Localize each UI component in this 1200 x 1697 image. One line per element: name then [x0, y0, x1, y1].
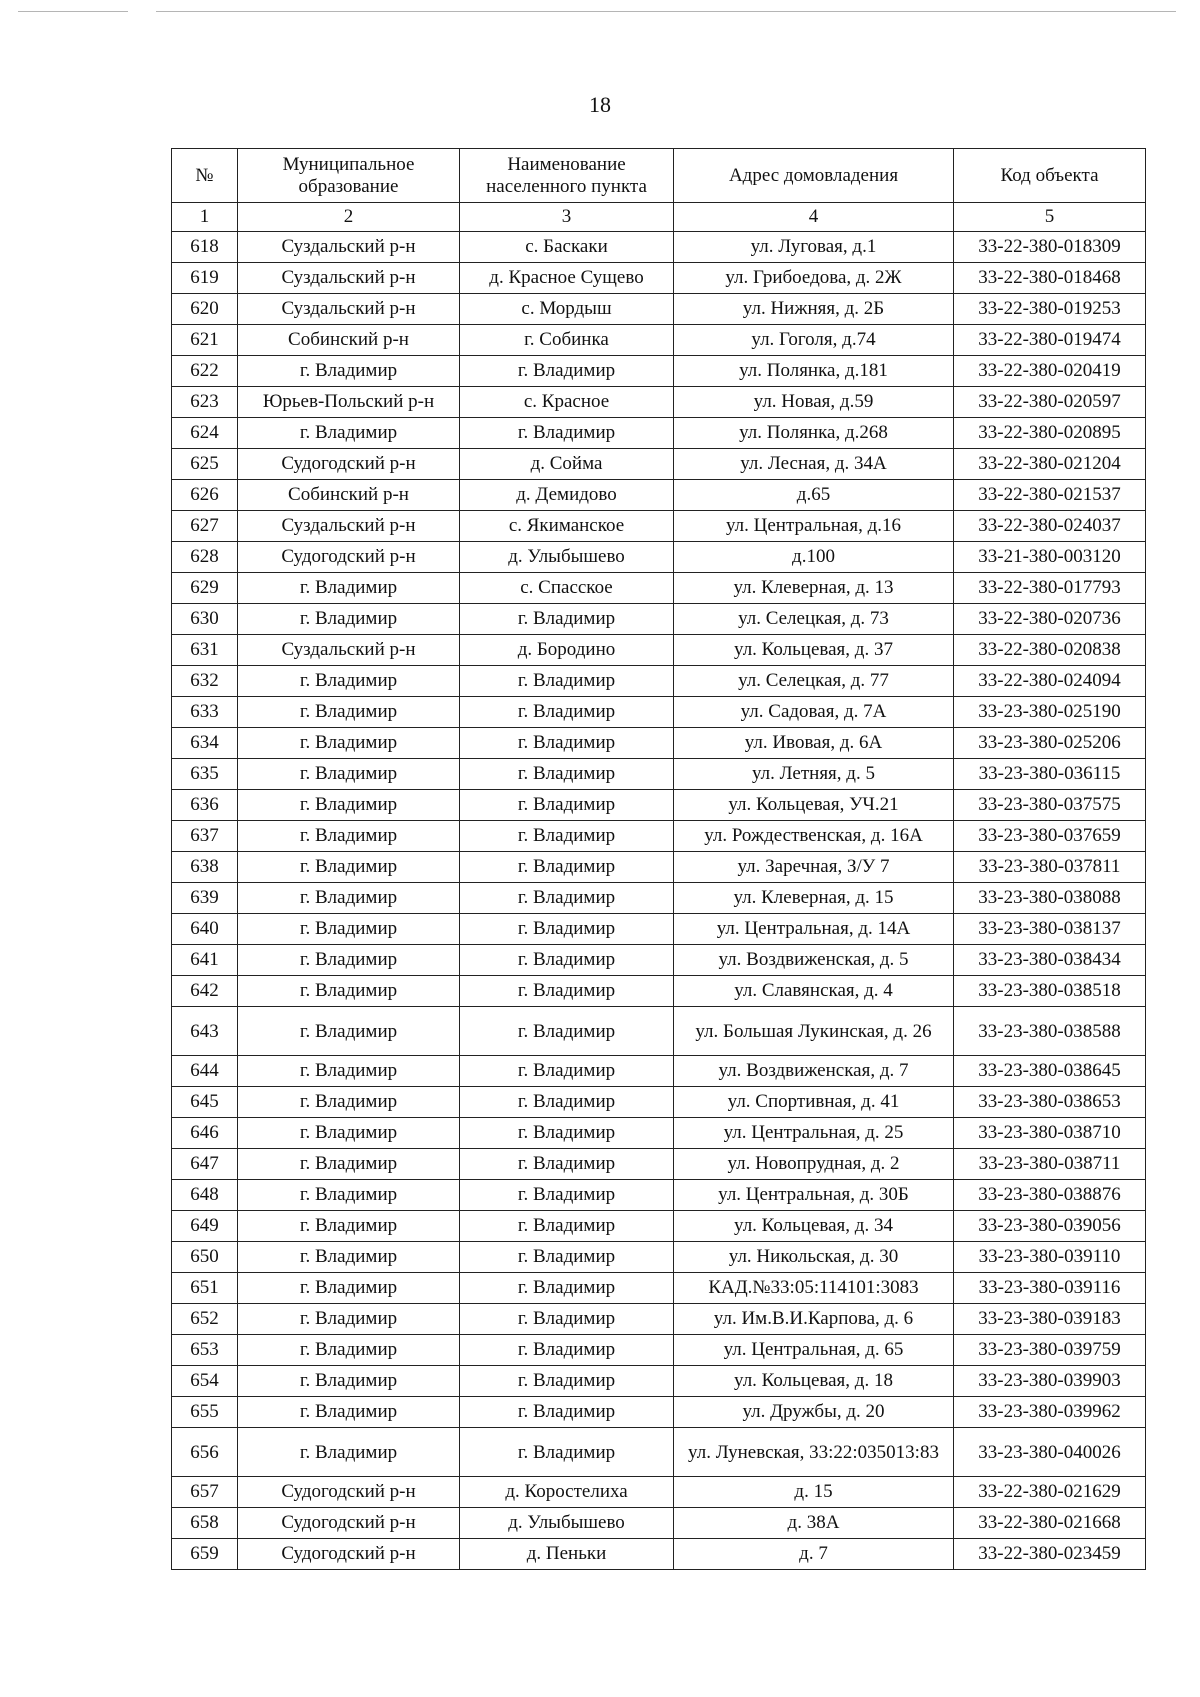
municipality-cell: г. Владимир [238, 356, 460, 387]
table-row [172, 759, 1146, 790]
settlement-cell: д. Бородино [460, 635, 674, 666]
address-cell: ул. Дружбы, д. 20 [674, 1397, 954, 1428]
object-code-cell: 33-23-380-037811 [954, 852, 1146, 883]
settlement-cell: д. Красное Сущево [460, 263, 674, 294]
row-number-cell: 648 [172, 1180, 238, 1211]
municipality-cell: г. Владимир [238, 883, 460, 914]
municipality-cell: г. Владимир [238, 1007, 460, 1056]
object-code-cell: 33-22-380-020838 [954, 635, 1146, 666]
municipality-cell: г. Владимир [238, 790, 460, 821]
table-row [172, 511, 1146, 542]
municipality-cell: г. Владимир [238, 1149, 460, 1180]
table-row [172, 1242, 1146, 1273]
row-number-cell: 621 [172, 325, 238, 356]
settlement-cell: г. Владимир [460, 728, 674, 759]
table-row [172, 1539, 1146, 1570]
municipality-cell: г. Владимир [238, 1397, 460, 1428]
object-code-cell: 33-22-380-019253 [954, 294, 1146, 325]
row-number-cell: 644 [172, 1056, 238, 1087]
address-cell: ул. Новая, д.59 [674, 387, 954, 418]
object-code-cell: 33-22-380-023459 [954, 1539, 1146, 1570]
row-number-cell: 631 [172, 635, 238, 666]
address-cell: ул. Клеверная, д. 15 [674, 883, 954, 914]
settlement-cell: г. Владимир [460, 883, 674, 914]
object-code-cell: 33-23-380-039056 [954, 1211, 1146, 1242]
row-number-cell: 654 [172, 1366, 238, 1397]
address-cell: ул. Летняя, д. 5 [674, 759, 954, 790]
row-number-cell: 632 [172, 666, 238, 697]
column-number: 3 [460, 203, 674, 232]
object-code-cell: 33-23-380-039759 [954, 1335, 1146, 1366]
column-number: 1 [172, 203, 238, 232]
row-number-cell: 641 [172, 945, 238, 976]
settlement-cell: г. Владимир [460, 1007, 674, 1056]
object-code-cell: 33-21-380-003120 [954, 542, 1146, 573]
object-code-cell: 33-22-380-020895 [954, 418, 1146, 449]
object-code-cell: 33-22-380-020736 [954, 604, 1146, 635]
address-cell: ул. Рождественская, д. 16А [674, 821, 954, 852]
header-settlement: Наименование населенного пункта [460, 149, 674, 203]
table-row [172, 604, 1146, 635]
row-number-cell: 653 [172, 1335, 238, 1366]
table-row [172, 1180, 1146, 1211]
municipality-cell: Судогодский р-н [238, 449, 460, 480]
municipality-cell: г. Владимир [238, 1335, 460, 1366]
municipality-cell: г. Владимир [238, 1118, 460, 1149]
address-cell: д.65 [674, 480, 954, 511]
table-row [172, 1508, 1146, 1539]
settlement-cell: г. Владимир [460, 1180, 674, 1211]
row-number-cell: 646 [172, 1118, 238, 1149]
address-cell: ул. Кольцевая, д. 37 [674, 635, 954, 666]
settlement-cell: г. Владимир [460, 976, 674, 1007]
row-number-cell: 637 [172, 821, 238, 852]
table-row [172, 1211, 1146, 1242]
municipality-cell: Собинский р-н [238, 325, 460, 356]
settlement-cell: с. Мордыш [460, 294, 674, 325]
object-code-cell: 33-23-380-037575 [954, 790, 1146, 821]
address-cell: ул. Луневская, 33:22:035013:83 [674, 1428, 954, 1477]
address-cell: ул. Селецкая, д. 77 [674, 666, 954, 697]
table-row [172, 356, 1146, 387]
object-code-cell: 33-23-380-038645 [954, 1056, 1146, 1087]
row-number-cell: 643 [172, 1007, 238, 1056]
municipality-cell: Судогодский р-н [238, 542, 460, 573]
row-number-cell: 634 [172, 728, 238, 759]
settlement-cell: с. Спасское [460, 573, 674, 604]
address-cell: ул. Лесная, д. 34А [674, 449, 954, 480]
households-table [171, 148, 1146, 1570]
municipality-cell: Судогодский р-н [238, 1539, 460, 1570]
municipality-cell: Судогодский р-н [238, 1477, 460, 1508]
address-cell: ул. Воздвиженская, д. 7 [674, 1056, 954, 1087]
settlement-cell: г. Владимир [460, 790, 674, 821]
object-code-cell: 33-23-380-038711 [954, 1149, 1146, 1180]
address-cell: ул. Гоголя, д.74 [674, 325, 954, 356]
object-code-cell: 33-22-380-020419 [954, 356, 1146, 387]
table-row [172, 232, 1146, 263]
address-cell: ул. Центральная, д. 65 [674, 1335, 954, 1366]
table-row [172, 1477, 1146, 1508]
column-number: 4 [674, 203, 954, 232]
municipality-cell: г. Владимир [238, 573, 460, 604]
object-code-cell: 33-23-380-038518 [954, 976, 1146, 1007]
table-row [172, 914, 1146, 945]
table-row [172, 1366, 1146, 1397]
settlement-cell: г. Владимир [460, 697, 674, 728]
address-cell: д. 38А [674, 1508, 954, 1539]
address-cell: ул. Центральная, д. 25 [674, 1118, 954, 1149]
municipality-cell: г. Владимир [238, 852, 460, 883]
table-row [172, 1087, 1146, 1118]
table-row [172, 883, 1146, 914]
row-number-cell: 638 [172, 852, 238, 883]
address-cell: ул. Спортивная, д. 41 [674, 1087, 954, 1118]
object-code-cell: 33-22-380-024094 [954, 666, 1146, 697]
object-code-cell: 33-23-380-040026 [954, 1428, 1146, 1477]
object-code-cell: 33-22-380-018468 [954, 263, 1146, 294]
row-number-cell: 640 [172, 914, 238, 945]
table-row [172, 449, 1146, 480]
address-cell: ул. Грибоедова, д. 2Ж [674, 263, 954, 294]
object-code-cell: 33-23-380-039110 [954, 1242, 1146, 1273]
object-code-cell: 33-23-380-039903 [954, 1366, 1146, 1397]
municipality-cell: г. Владимир [238, 914, 460, 945]
address-cell: ул. Славянская, д. 4 [674, 976, 954, 1007]
row-number-cell: 627 [172, 511, 238, 542]
municipality-cell: г. Владимир [238, 1087, 460, 1118]
municipality-cell: г. Владимир [238, 976, 460, 1007]
address-cell: ул. Воздвиженская, д. 5 [674, 945, 954, 976]
table-row [172, 325, 1146, 356]
municipality-cell: Суздальский р-н [238, 263, 460, 294]
settlement-cell: г. Владимир [460, 914, 674, 945]
settlement-cell: г. Владимир [460, 1149, 674, 1180]
object-code-cell: 33-23-380-039116 [954, 1273, 1146, 1304]
municipality-cell: Судогодский р-н [238, 1508, 460, 1539]
object-code-cell: 33-22-380-021668 [954, 1508, 1146, 1539]
object-code-cell: 33-22-380-017793 [954, 573, 1146, 604]
table-row [172, 263, 1146, 294]
address-cell: д. 15 [674, 1477, 954, 1508]
address-cell: КАД.№33:05:114101:3083 [674, 1273, 954, 1304]
table-row [172, 480, 1146, 511]
settlement-cell: г. Владимир [460, 945, 674, 976]
table-row [172, 1149, 1146, 1180]
settlement-cell: г. Владимир [460, 1273, 674, 1304]
table-row [172, 635, 1146, 666]
address-cell: д. 7 [674, 1539, 954, 1570]
table-row [172, 666, 1146, 697]
row-number-cell: 651 [172, 1273, 238, 1304]
settlement-cell: д. Улыбышево [460, 1508, 674, 1539]
row-number-cell: 630 [172, 604, 238, 635]
municipality-cell: г. Владимир [238, 1273, 460, 1304]
municipality-cell: Собинский р-н [238, 480, 460, 511]
table-body [172, 232, 1146, 1570]
municipality-cell: г. Владимир [238, 1211, 460, 1242]
table-row [172, 1397, 1146, 1428]
object-code-cell: 33-23-380-038876 [954, 1180, 1146, 1211]
table-row [172, 697, 1146, 728]
address-cell: ул. Клеверная, д. 13 [674, 573, 954, 604]
municipality-cell: г. Владимир [238, 418, 460, 449]
settlement-cell: с. Якиманское [460, 511, 674, 542]
table-row [172, 976, 1146, 1007]
header-address: Адрес домовладения [674, 149, 954, 203]
scan-edge-line-left [18, 11, 128, 12]
address-cell: ул. Заречная, З/У 7 [674, 852, 954, 883]
municipality-cell: г. Владимир [238, 1428, 460, 1477]
municipality-cell: г. Владимир [238, 759, 460, 790]
settlement-cell: г. Владимир [460, 1242, 674, 1273]
settlement-cell: г. Владимир [460, 1087, 674, 1118]
object-code-cell: 33-22-380-021629 [954, 1477, 1146, 1508]
object-code-cell: 33-23-380-038588 [954, 1007, 1146, 1056]
column-number: 2 [238, 203, 460, 232]
object-code-cell: 33-22-380-020597 [954, 387, 1146, 418]
municipality-cell: г. Владимир [238, 1056, 460, 1087]
object-code-cell: 33-22-380-018309 [954, 232, 1146, 263]
table-row [172, 945, 1146, 976]
settlement-cell: г. Владимир [460, 1428, 674, 1477]
row-number-cell: 618 [172, 232, 238, 263]
row-number-cell: 623 [172, 387, 238, 418]
settlement-cell: г. Владимир [460, 1366, 674, 1397]
object-code-cell: 33-23-380-039183 [954, 1304, 1146, 1335]
table-row [172, 573, 1146, 604]
table-row [172, 387, 1146, 418]
address-cell: ул. Кольцевая, УЧ.21 [674, 790, 954, 821]
table-row [172, 1273, 1146, 1304]
object-code-cell: 33-22-380-024037 [954, 511, 1146, 542]
address-cell: ул. Кольцевая, д. 34 [674, 1211, 954, 1242]
settlement-cell: г. Владимир [460, 821, 674, 852]
row-number-cell: 655 [172, 1397, 238, 1428]
settlement-cell: г. Владимир [460, 1211, 674, 1242]
row-number-cell: 657 [172, 1477, 238, 1508]
municipality-cell: г. Владимир [238, 666, 460, 697]
object-code-cell: 33-23-380-037659 [954, 821, 1146, 852]
row-number-cell: 649 [172, 1211, 238, 1242]
settlement-cell: д. Пеньки [460, 1539, 674, 1570]
scan-edge-line-right [156, 11, 1176, 12]
object-code-cell: 33-22-380-021537 [954, 480, 1146, 511]
municipality-cell: Суздальский р-н [238, 232, 460, 263]
address-cell: ул. Им.В.И.Карпова, д. 6 [674, 1304, 954, 1335]
municipality-cell: Суздальский р-н [238, 294, 460, 325]
municipality-cell: Суздальский р-н [238, 511, 460, 542]
object-code-cell: 33-23-380-039962 [954, 1397, 1146, 1428]
row-number-cell: 624 [172, 418, 238, 449]
settlement-cell: д. Сойма [460, 449, 674, 480]
address-cell: ул. Центральная, д. 30Б [674, 1180, 954, 1211]
header-object-code: Код объекта [954, 149, 1146, 203]
row-number-cell: 656 [172, 1428, 238, 1477]
settlement-cell: г. Владимир [460, 1118, 674, 1149]
address-cell: ул. Новопрудная, д. 2 [674, 1149, 954, 1180]
table-header-row [172, 149, 1146, 203]
settlement-cell: г. Собинка [460, 325, 674, 356]
row-number-cell: 639 [172, 883, 238, 914]
address-cell: ул. Никольская, д. 30 [674, 1242, 954, 1273]
settlement-cell: с. Красное [460, 387, 674, 418]
column-number-row [172, 203, 1146, 232]
settlement-cell: г. Владимир [460, 852, 674, 883]
municipality-cell: г. Владимир [238, 945, 460, 976]
table-row [172, 1428, 1146, 1477]
municipality-cell: г. Владимир [238, 1242, 460, 1273]
header-municipality: Муниципальное образование [238, 149, 460, 203]
row-number-cell: 645 [172, 1087, 238, 1118]
table-row [172, 1007, 1146, 1056]
settlement-cell: д. Коростелиха [460, 1477, 674, 1508]
settlement-cell: г. Владимир [460, 356, 674, 387]
table-row [172, 418, 1146, 449]
address-cell: ул. Полянка, д.268 [674, 418, 954, 449]
address-cell: ул. Селецкая, д. 73 [674, 604, 954, 635]
page-number: 18 [589, 92, 611, 117]
municipality-cell: г. Владимир [238, 1180, 460, 1211]
address-cell: ул. Луговая, д.1 [674, 232, 954, 263]
address-cell: ул. Полянка, д.181 [674, 356, 954, 387]
table-row [172, 790, 1146, 821]
row-number-cell: 622 [172, 356, 238, 387]
object-code-cell: 33-23-380-025190 [954, 697, 1146, 728]
settlement-cell: г. Владимир [460, 1056, 674, 1087]
row-number-cell: 652 [172, 1304, 238, 1335]
settlement-cell: г. Владимир [460, 1304, 674, 1335]
row-number-cell: 619 [172, 263, 238, 294]
settlement-cell: г. Владимир [460, 418, 674, 449]
column-number: 5 [954, 203, 1146, 232]
row-number-cell: 635 [172, 759, 238, 790]
settlement-cell: г. Владимир [460, 666, 674, 697]
municipality-cell: г. Владимир [238, 728, 460, 759]
municipality-cell: Юрьев-Польский р-н [238, 387, 460, 418]
row-number-cell: 642 [172, 976, 238, 1007]
row-number-cell: 659 [172, 1539, 238, 1570]
table-row [172, 728, 1146, 759]
settlement-cell: г. Владимир [460, 1397, 674, 1428]
municipality-cell: г. Владимир [238, 821, 460, 852]
table-row [172, 1118, 1146, 1149]
address-cell: ул. Центральная, д. 14А [674, 914, 954, 945]
object-code-cell: 33-23-380-038653 [954, 1087, 1146, 1118]
table-row [172, 542, 1146, 573]
municipality-cell: г. Владимир [238, 1366, 460, 1397]
municipality-cell: г. Владимир [238, 697, 460, 728]
table-row [172, 294, 1146, 325]
settlement-cell: д. Демидово [460, 480, 674, 511]
address-cell: д.100 [674, 542, 954, 573]
row-number-cell: 626 [172, 480, 238, 511]
address-cell: ул. Большая Лукинская, д. 26 [674, 1007, 954, 1056]
municipality-cell: Суздальский р-н [238, 635, 460, 666]
address-cell: ул. Центральная, д.16 [674, 511, 954, 542]
municipality-cell: г. Владимир [238, 1304, 460, 1335]
row-number-cell: 625 [172, 449, 238, 480]
address-cell: ул. Кольцевая, д. 18 [674, 1366, 954, 1397]
row-number-cell: 658 [172, 1508, 238, 1539]
row-number-cell: 628 [172, 542, 238, 573]
object-code-cell: 33-23-380-038434 [954, 945, 1146, 976]
row-number-cell: 650 [172, 1242, 238, 1273]
settlement-cell: г. Владимир [460, 759, 674, 790]
table-row [172, 852, 1146, 883]
settlement-cell: г. Владимир [460, 604, 674, 635]
object-code-cell: 33-23-380-036115 [954, 759, 1146, 790]
settlement-cell: г. Владимир [460, 1335, 674, 1366]
table-row [172, 1304, 1146, 1335]
address-cell: ул. Нижняя, д. 2Б [674, 294, 954, 325]
header-number: № [172, 149, 238, 203]
table-row [172, 821, 1146, 852]
row-number-cell: 636 [172, 790, 238, 821]
object-code-cell: 33-23-380-025206 [954, 728, 1146, 759]
table-row [172, 1056, 1146, 1087]
address-cell: ул. Ивовая, д. 6А [674, 728, 954, 759]
row-number-cell: 620 [172, 294, 238, 325]
settlement-cell: с. Баскаки [460, 232, 674, 263]
settlement-cell: д. Улыбышево [460, 542, 674, 573]
object-code-cell: 33-22-380-021204 [954, 449, 1146, 480]
object-code-cell: 33-23-380-038710 [954, 1118, 1146, 1149]
municipality-cell: г. Владимир [238, 604, 460, 635]
object-code-cell: 33-23-380-038088 [954, 883, 1146, 914]
row-number-cell: 647 [172, 1149, 238, 1180]
object-code-cell: 33-22-380-019474 [954, 325, 1146, 356]
address-cell: ул. Садовая, д. 7А [674, 697, 954, 728]
row-number-cell: 633 [172, 697, 238, 728]
object-code-cell: 33-23-380-038137 [954, 914, 1146, 945]
row-number-cell: 629 [172, 573, 238, 604]
table-row [172, 1335, 1146, 1366]
